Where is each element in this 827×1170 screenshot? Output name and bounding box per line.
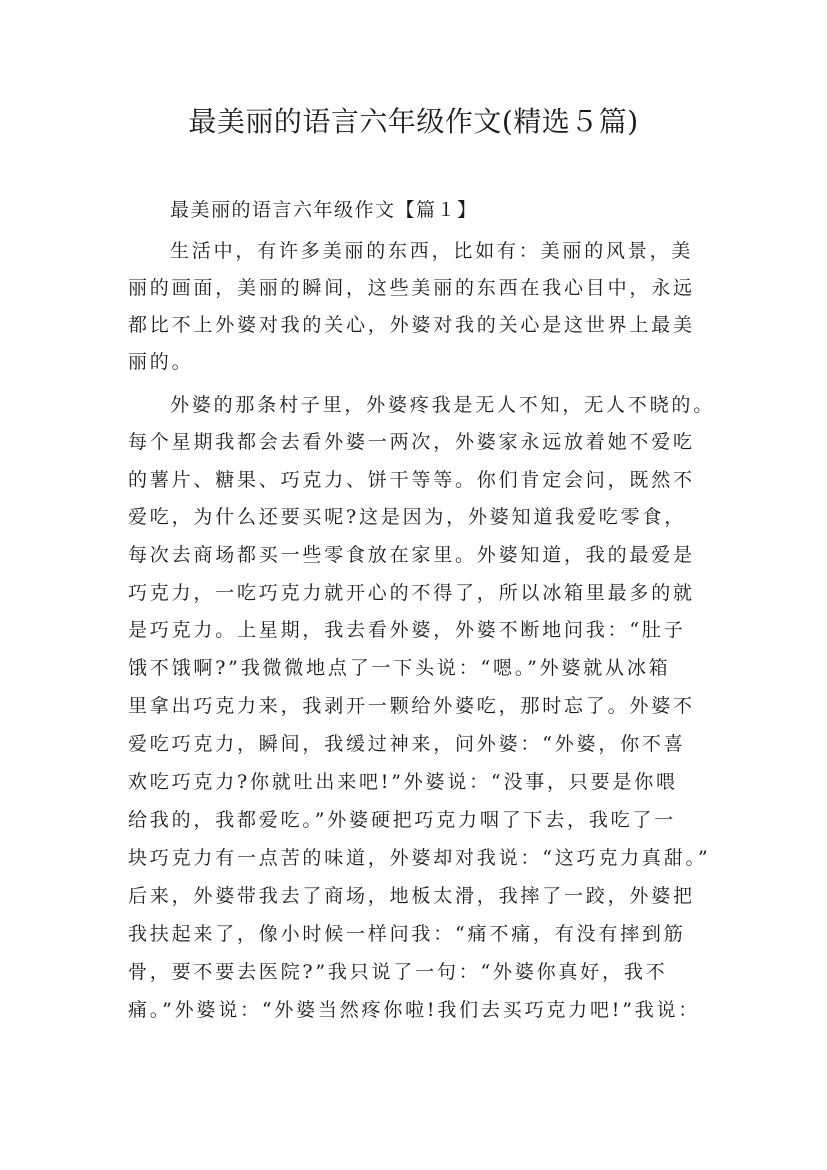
text-line: 生活中，有许多美丽的东西，比如有：美丽的风景，美: [170, 240, 694, 262]
text-line: 我扶起来了，像小时候一样问我：“痛不痛，有没有摔到筋: [128, 923, 686, 945]
text-line: 骨，要不要去医院?”我只说了一句：“外婆你真好，我不: [128, 961, 668, 983]
text-line: 每次去商场都买一些零食放在家里。外婆知道，我的最爱是: [128, 544, 695, 566]
text-line: 都比不上外婆对我的关心，外婆对我的关心是这世界上最美: [128, 314, 695, 336]
text-line: 丽的。: [128, 351, 194, 373]
text-line: 欢吃巧克力?你就吐出来吧!”外婆说：“没事，只要是你喂: [128, 771, 678, 793]
text-line: 饿不饿啊?”我微微地点了一下头说：“嗯。”外婆就从冰箱: [128, 657, 671, 679]
text-line: 爱吃巧克力，瞬间，我缓过神来，问外婆：“外婆，你不喜: [128, 733, 686, 755]
text-line: 爱吃，为什么还要买呢?这是因为，外婆知道我爱吃零食，: [128, 506, 686, 528]
document-title: 最美丽的语言六年级作文(精选５篇): [188, 105, 639, 138]
text-line: 的薯片、糖果、巧克力、饼干等等。你们肯定会问，既然不: [128, 469, 695, 491]
text-line: 里拿出巧克力来，我剥开一颗给外婆吃，那时忘了。外婆不: [128, 695, 695, 717]
text-line: 外婆的那条村子里，外婆疼我是无人不知，无人不晓的。: [170, 394, 716, 416]
text-line: 是巧克力。上星期，我去看外婆，外婆不断地问我：“肚子: [128, 619, 686, 641]
text-line: 每个星期我都会去看外婆一两次，外婆家永远放着她不爱吃: [128, 431, 695, 453]
section-heading: 最美丽的语言六年级作文【篇１】: [170, 199, 478, 221]
text-line: 丽的画面，美丽的瞬间，这些美丽的东西在我心目中，永远: [128, 277, 695, 299]
text-line: 痛。”外婆说：“外婆当然疼你啦!我们去买巧克力吧!”我说：: [128, 999, 701, 1021]
text-line: 后来，外婆带我去了商场，地板太滑，我摔了一跤，外婆把: [128, 885, 695, 907]
text-line: 给我的，我都爱吃。”外婆硬把巧克力咽了下去，我吃了一: [128, 809, 677, 831]
text-line: 块巧克力有一点苦的味道，外婆却对我说：“这巧克力真甜。”: [128, 847, 711, 869]
text-line: 巧克力，一吃巧克力就开心的不得了，所以冰箱里最多的就: [128, 582, 695, 604]
